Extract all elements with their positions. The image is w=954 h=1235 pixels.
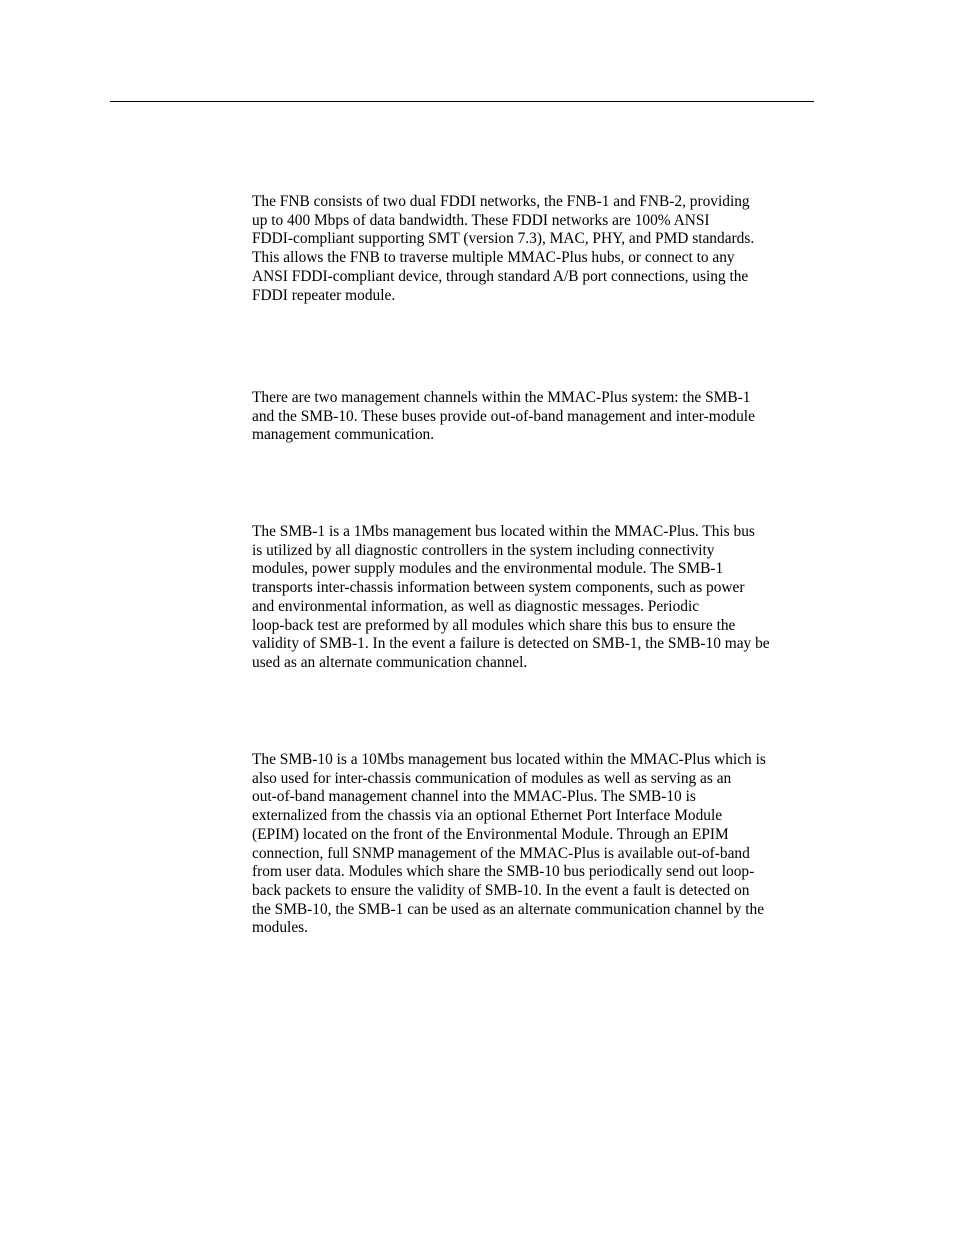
header-rule (110, 101, 814, 102)
text-line: the SMB-10, the SMB-1 can be used as an alternate communication channel by the (252, 900, 765, 918)
text-line: validity of SMB-1. In the event a failure is detected on SMB-1, the SMB-10 may be (252, 635, 770, 653)
paragraph-management-channels (252, 389, 814, 445)
text-line: This allows the FNB to traverse multiple MMAC-Plus hubs, or connect to any (252, 249, 735, 267)
text-line: The SMB-1 is a 1Mbs management bus located within the MMAC-Plus. This bus (252, 523, 755, 540)
text-line: from user data. Modules which share the SMB-10 bus periodically send out loop- (252, 863, 755, 881)
text-line: is utilized by all diagnostic controllers in the system including connectivity (252, 541, 715, 559)
text-line: The FNB consists of two dual FDDI networks, the FNB-1 and FNB-2, providing (252, 193, 750, 210)
paragraph-fnb-description (252, 193, 814, 305)
text-line: and environmental information, as well as diagnostic messages. Periodic (252, 597, 700, 615)
text-line: and the SMB-10. These buses provide out-of-band management and inter-module (252, 407, 755, 425)
text-line: connection, full SNMP management of the MMAC-Plus is available out-of-band (252, 844, 750, 862)
text-line: modules. (252, 919, 309, 937)
text-line: FDDI repeater module. (252, 286, 396, 304)
text-line: (EPIM) located on the front of the Environmental Module. Through an EPIM (252, 825, 729, 843)
text-line: up to 400 Mbps of data bandwidth. These FDDI networks are 100% ANSI (252, 211, 710, 229)
paragraph-smb-10 (252, 751, 814, 938)
text-line: out-of-band management channel into the MMAC-Plus. The SMB-10 is (252, 788, 696, 806)
text-line: used as an alternate communication channel. (252, 653, 528, 671)
text-line: There are two management channels within the MMAC-Plus system: the SMB-1 (252, 389, 751, 406)
text-line: The SMB-10 is a 10Mbs management bus located within the MMAC-Plus which is (252, 751, 766, 768)
text-line: ANSI FDDI-compliant device, through standard A/B port connections, using the (252, 267, 749, 285)
text-line: back packets to ensure the validity of SMB-10. In the event a fault is detected on (252, 881, 750, 899)
text-line: also used for inter-chassis communication of modules as well as serving as an (252, 769, 732, 787)
text-line: modules, power supply modules and the environmental module. The SMB-1 (252, 560, 724, 578)
paragraph-smb-1 (252, 523, 814, 673)
text-line: FDDI-compliant supporting SMT (version 7.3), MAC, PHY, and PMD standards. (252, 230, 755, 248)
text-line: loop-back test are preformed by all modules which share this bus to ensure the (252, 616, 736, 634)
text-line: management communication. (252, 426, 435, 444)
text-line: externalized from the chassis via an optional Ethernet Port Interface Module (252, 807, 723, 825)
text-line: transports inter-chassis information between system components, such as power (252, 579, 745, 597)
